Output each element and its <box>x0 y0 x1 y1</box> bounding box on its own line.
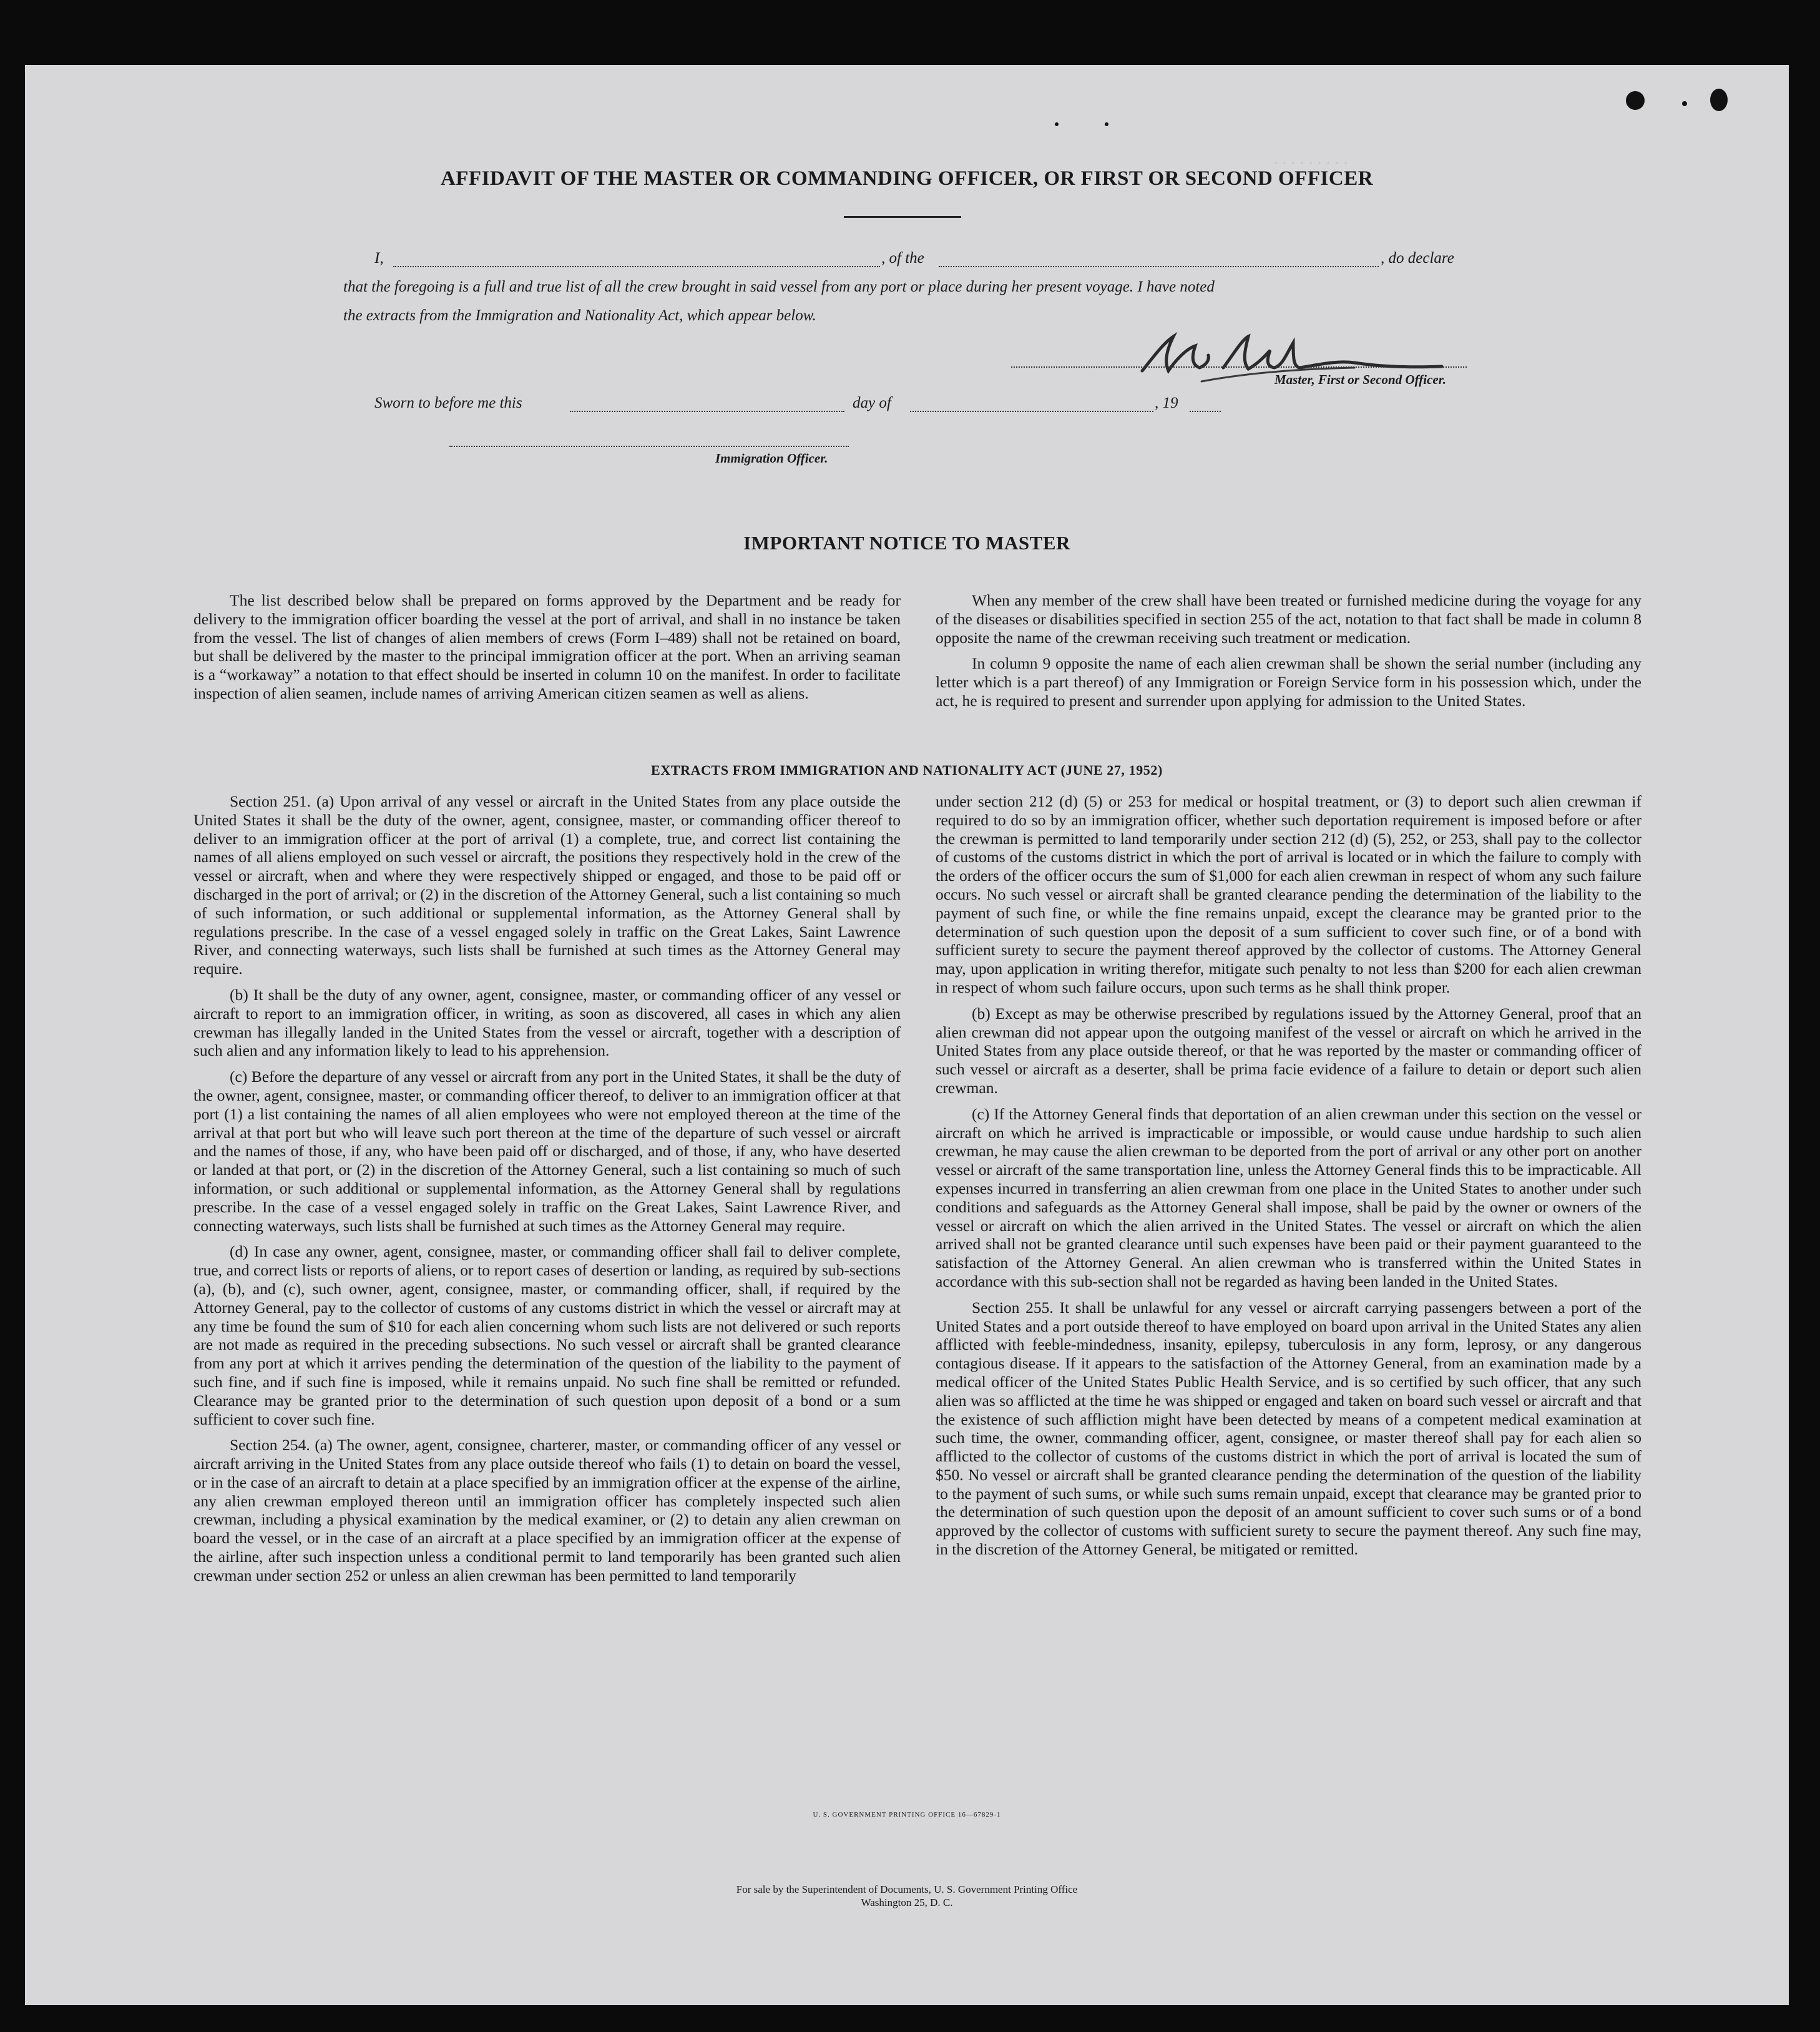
section-254a-continued: under section 212 (d) (5) or 253 for medical or hospital treatment, or (3) to deport such alien crewman if required to do so by an immigration officer, whether such deportation requirement is imposed before or after the crewman is permitted to land temporarily under section 212 (d) (5), 252, or 253, shall pay to the collector of customs of the customs district in which the port of arrival is located or in which the failure to comply with the orders of the officer occurs the sum of $1,000 for each alien crewman in respect of whom any such failure occurs. No such vessel or aircraft shall be granted clearance pending the determination of the liability to the payment of such fine, or while the fine remains unpaid, except the clearance may be granted prior to the determination of such question upon the deposit of a sum sufficient to cover such fine, or of a bond with sufficient surety to secure the payment thereof approved by the collector of customs. The Attorney General may, upon application in writing therefor, mitigate such penalty to not less than $200 for each alien crewman in respect of whom such failure occurs, upon such terms as he shall think proper. <box>936 792 1641 996</box>
notice-title: IMPORTANT NOTICE TO MASTER <box>743 532 1070 554</box>
day-of-label: day of <box>853 395 891 411</box>
print-code: U. S. GOVERNMENT PRINTING OFFICE 16—67829-1 <box>813 1811 1001 1818</box>
extracts-left-column <box>193 792 901 1585</box>
section-254a-start: Section 254. (a) The owner, agent, consignee, charterer, master, or commanding officer of any vessel or aircraft arriving in the United States from any place outside thereof who fails (1) to detain on board the vessel, or in the case of an aircraft to detain at a place specified by an immigration officer at the expense of the airline, any alien crewman employed thereon until an immigration officer has completely inspected such alien crewman, including a physical examination by the medical examiner, or (2) to detain any alien crewman on board the vessel, or in the case of an aircraft at a place specified by an immigration officer at the expense of the airline, after such inspection unless a conditional permit to land temporarily has been granted such alien crewman under section 252 or unless an alien crewman has been permitted to land temporarily <box>193 1436 901 1584</box>
title-rule <box>844 216 961 218</box>
section-251c: (c) Before the departure of any vessel or aircraft from any port in the United States, it shall be the duty of the owner, agent, consignee, master, or commanding officer thereof, to deliver to an immigration officer at that port (1) a list containing the names of all alien employees who were not employed thereon at the time of the arrival at that port but who will leave such port thereon at the time of the departure of such vessel or aircraft and the names of those, if any, who have been paid off or discharged, and of those, if any, who have deserted or landed at that port, or (2) in the discretion of the Attorney General, such a list containing so much of such information, or such additional or supplemental information, as the Attorney General shall by regulations prescribe. In the case of a vessel engaged solely in traffic on the Great Lakes, Saint Lawrence River, and connecting waterways, such lists shall be furnished at such times as the Attorney General may require. <box>193 1068 901 1235</box>
section-251d: (d) In case any owner, agent, consignee, master, or commanding officer shall fail to deliver complete, true, and correct lists or reports of aliens, or to report cases of desertion or landing, as required by sub-sections (a), (b), and (c), such owner, agent, consignee, master, or commanding officer, shall, if required by the Attorney General, pay to the collector of customs of any customs district in which the vessel or aircraft may at any time be found the sum of $10 for each alien concerning whom such lists are not delivered or such reports are not made as required in the preceding subsections. No such vessel or aircraft shall be granted clearance from any port at which it arrives pending the determination of the question of the liability to the payment of such fine, and if such fine is imposed, while it remains unpaid. No such fine shall be remitted or refunded. Clearance may be granted prior to the determination of such question upon deposit of a bond or a sum sufficient to cover such fine. <box>193 1242 901 1428</box>
sworn-year-field[interactable] <box>1190 411 1221 412</box>
year-label: , 19 <box>1155 395 1178 411</box>
vessel-name-field[interactable] <box>939 266 1379 267</box>
bleed-through-text: · · · · · · · · · <box>1273 155 1348 172</box>
sale-notice-line-2: Washington 25, D. C. <box>861 1897 953 1908</box>
punch-hole-mark <box>1055 122 1059 126</box>
section-255: Section 255. It shall be unlawful for any vessel or aircraft carrying passengers between a port of the United States and a port outside thereof to have employed on board upon arrival in the United States any alien afflicted with feeble-mindedness, insanity, epilepsy, tuberculosis in any form, leprosy, or any dangerous contagious disease. If it appears to the satisfaction of the Attorney General, from an examination made by a medical officer of the United States Public Health Service, and is so certified by such officer, that any such alien was so afflicted at the time he was shipped or engaged and taken on board such vessel or aircraft and that the existence of such affliction might have been detected by means of a competent medical examination at such time, the owner, commanding officer, agent, consignee, or master thereof shall pay for each alien so afflicted to the collector of customs of the customs district in which the port of arrival is located the sum of $50. No vessel or aircraft shall be granted clearance pending the determination of the question of the liability to the payment of such sums, or while such sums remain unpaid, except that clearance may be granted prior to the determination of such question upon the deposit of an amount sufficient to cover such sums or of a bond approved by the collector of customs with sufficient surety to secure the payment thereof. Any such fine may, in the discretion of the Attorney General, be mitigated or remitted. <box>936 1298 1641 1559</box>
affidavit-i-label: I, <box>374 250 384 267</box>
master-name-field[interactable] <box>393 266 880 267</box>
notice-right-paragraph-2: In column 9 opposite the name of each alien crewman shall be shown the serial number (including any letter which is a part thereof) of any Immigration or Foreign Service form in his possession which, under the act, he is required to present and surrender upon applying for admission to the United States. <box>936 654 1641 710</box>
affidavit-of-the-label: , of the <box>881 250 924 267</box>
affidavit-title: AFFIDAVIT OF THE MASTER OR COMMANDING OFFICER, OR FIRST OR SECOND OFFICER <box>440 167 1374 190</box>
document-page <box>25 65 1789 2005</box>
notice-left-paragraph: The list described below shall be prepared on forms approved by the Department and be ready for delivery to the immigration officer boarding the vessel at the port of arrival, and shall in no instance be taken from the vessel. The list of changes of alien members of crews (Form I–489) shall not be retained on board, but shall be delivered by the master to the principal immigration officer at the port. When an arriving seaman is a “workaway” a notation to that effect should be inserted in column 10 on the manifest. In order to facilitate inspection of alien seamen, include names of arriving American citizen seamen as well as aliens. <box>193 591 901 702</box>
affidavit-do-declare-label: , do declare <box>1381 250 1454 267</box>
notice-right-paragraph-1: When any member of the crew shall have been treated or furnished medicine during the voyage for any of the diseases or disabilities specified in section 255 of the act, notation to that fact shall be made in column 8 opposite the name of the crewman receiving such treatment or medication. <box>936 591 1641 647</box>
punch-hole-mark <box>1105 122 1108 126</box>
sworn-day-field[interactable] <box>570 411 844 412</box>
declaration-line-1: that the foregoing is a full and true list of all the crew brought in said vessel from any port or place during her present voyage. I have noted <box>343 278 1215 295</box>
section-251b: (b) It shall be the duty of any owner, agent, consignee, master, or commanding officer of any vessel or aircraft to report to an immigration officer, in writing, as soon as discovered, all cases in which any alien crewman has illegally landed in the United States from the vessel or aircraft, together with a description of such alien and any information likely to lead to his apprehension. <box>193 985 901 1060</box>
immigration-officer-signature-line <box>449 446 849 447</box>
sale-notice-line-1: For sale by the Superintendent of Documents, U. S. Government Printing Office <box>736 1883 1078 1895</box>
signature-line <box>1011 366 1467 368</box>
section-254b: (b) Except as may be otherwise prescribed by regulations issued by the Attorney General, proof that an alien crewman did not appear upon the outgoing manifest of the vessel or aircraft on which he arrived in the United States from any place outside thereof, or that he was reported by the master or commanding officer of such vessel or aircraft as a deserter, shall be prima facie evidence of a failure to detain or deport such alien crewman. <box>936 1004 1641 1097</box>
sworn-month-field[interactable] <box>910 411 1153 412</box>
notice-right-column <box>936 591 1641 710</box>
sworn-label: Sworn to before me this <box>374 395 522 411</box>
section-254c: (c) If the Attorney General finds that deportation of an alien crewman under this section on the vessel or aircraft on which he arrived is impracticable or impossible, or would cause undue hardship to such alien crewman, he may cause the alien crewman to be deported from the port of arrival or any other port on another vessel or aircraft of the same transportation line, unless the Attorney General finds this to be impracticable. All expenses incurred in transferring an alien crewman from one place in the United States to another under such conditions and safeguards as the Attorney General shall impose, shall be paid by the owner or owners of the vessel or aircraft on which the alien arrived in the United States. The vessel or aircraft on which the alien arrived shall not be granted clearance until such expenses have been paid or their payment guaranteed to the satisfaction of the Attorney General. An alien crewman who is transferred within the United States in accordance with this sub-section shall not be regarded as having been landed in the United States. <box>936 1104 1641 1290</box>
notice-left-column <box>193 591 901 703</box>
extracts-title: EXTRACTS FROM IMMIGRATION AND NATIONALITY ACT (JUNE 27, 1952) <box>651 762 1163 778</box>
punch-hole-mark <box>1682 101 1687 106</box>
signer-label: Master, First or Second Officer. <box>1274 372 1446 387</box>
punch-hole-mark <box>1710 89 1728 111</box>
punch-hole-mark <box>1626 91 1645 110</box>
declaration-line-2: the extracts from the Immigration and Nationality Act, which appear below. <box>343 307 816 324</box>
section-251a: Section 251. (a) Upon arrival of any vessel or aircraft in the United States from any place outside the United States it shall be the duty of the owner, agent, consignee, master, or commanding officer thereof to deliver to an immigration officer at the port of arrival (1) a complete, true, and correct list containing the names of all aliens employed on such vessel or aircraft, the positions they respectively hold in the crew of the vessel or aircraft, when and where they were respectively shipped or engaged, and those to be paid off or discharged in the port of arrival; or (2) in the discretion of the Attorney General, such a list containing so much of such information, or such additional or supplemental information, as the Attorney General shall by regulations prescribe. In the case of a vessel engaged solely in traffic on the Great Lakes, Saint Lawrence River, and connecting waterways, such lists shall be furnished at such times as the Attorney General may require. <box>193 792 901 978</box>
immigration-officer-label: Immigration Officer. <box>715 451 828 466</box>
extracts-right-column <box>936 792 1641 1559</box>
